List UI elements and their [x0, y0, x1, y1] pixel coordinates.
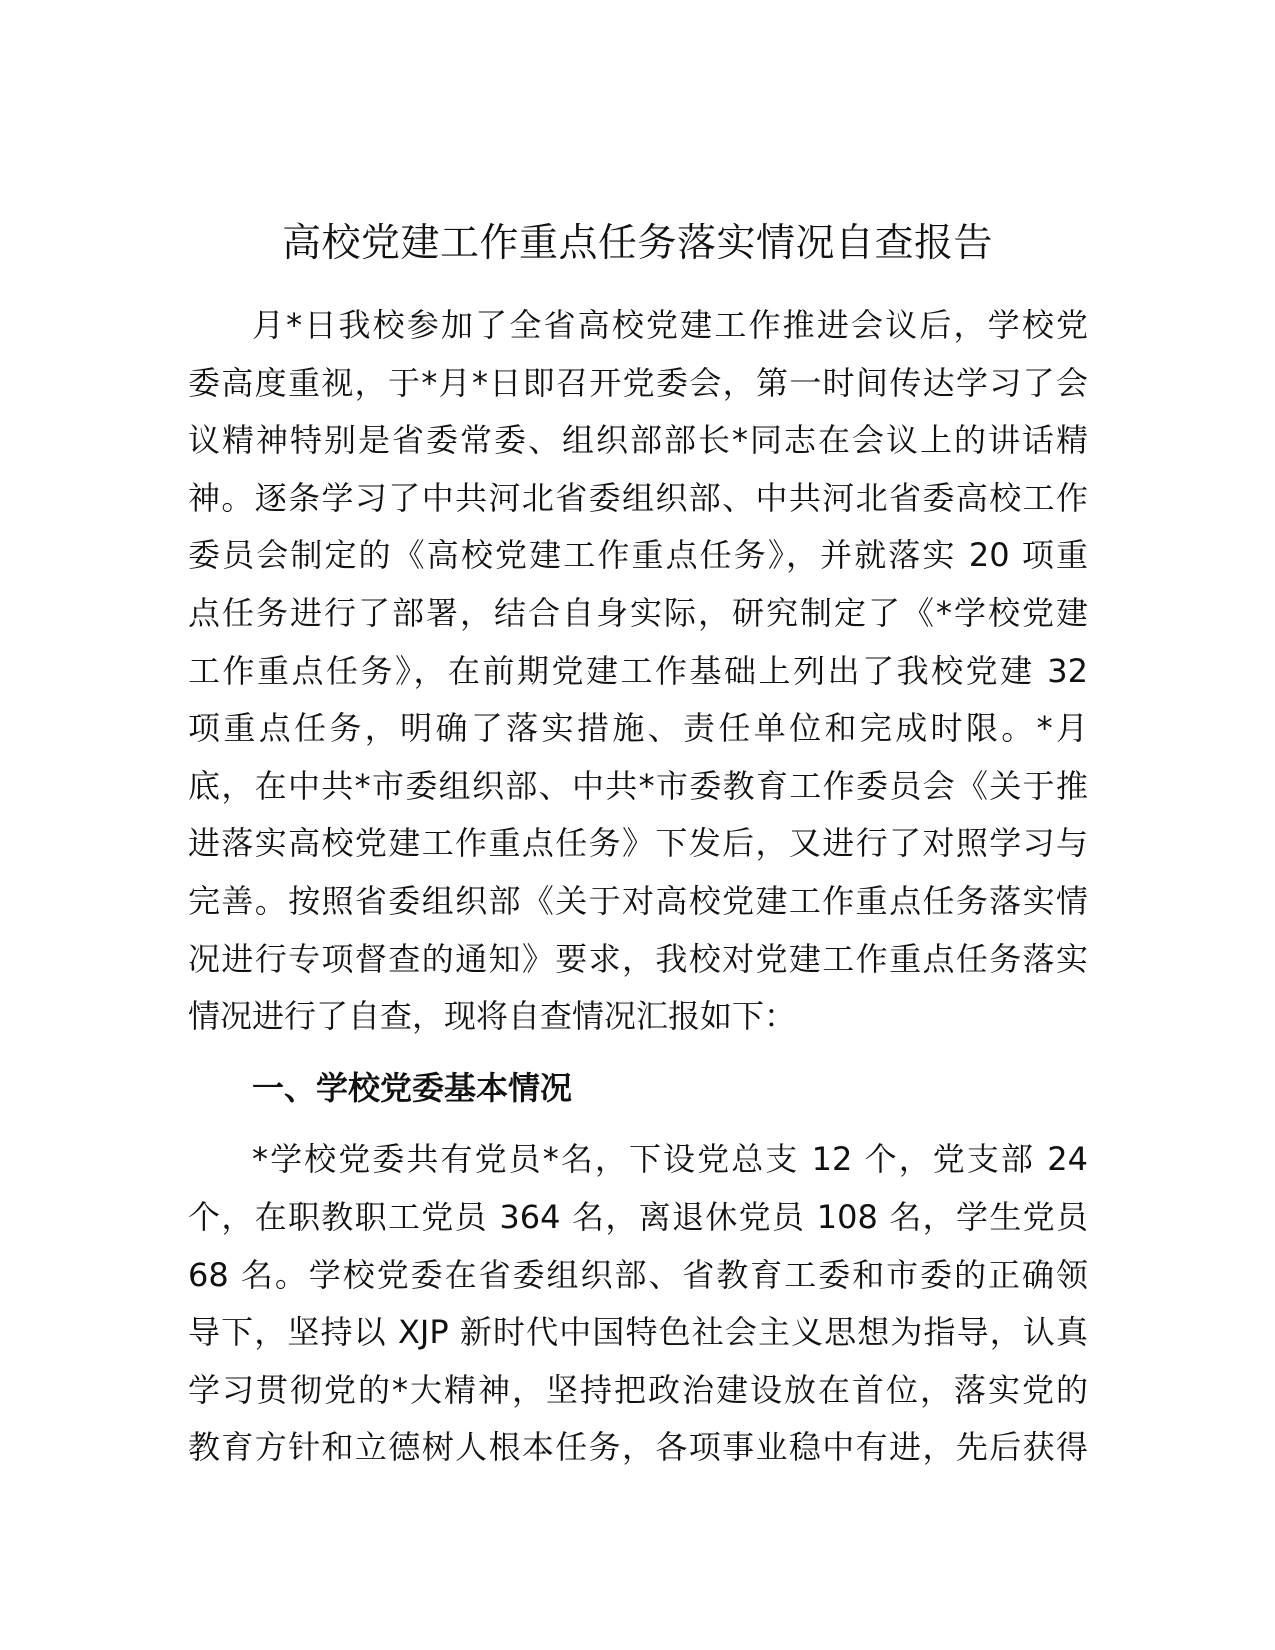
document-title: 高校党建工作重点任务落实情况自查报告 — [281, 221, 993, 266]
paragraph-line: 况进行专项督查的通知》要求，我校对党建工作重点任务落实 — [188, 939, 1088, 978]
paragraph-line: 进落实高校党建工作重点任务》下发后，又进行了对照学习与 — [188, 824, 1088, 863]
paragraph-line: 完善。按照省委组织部《关于对高校党建工作重点任务落实情 — [188, 881, 1088, 920]
paragraph-line: 议精神特别是省委常委、组织部部长*同志在会议上的讲话精 — [188, 421, 1088, 460]
paragraph-line: 情况进行了自查，现将自查情况汇报如下： — [188, 997, 797, 1036]
paragraph-line: 委高度重视，于*月*日即召开党委会，第一时间传达学习了会 — [188, 363, 1088, 402]
paragraph-line: 月*日我校参加了全省高校党建工作推进会议后，学校党 — [252, 306, 1088, 344]
paragraph-line: 工作重点任务》，在前期党建工作基础上列出了我校党建 32 — [188, 651, 1088, 690]
paragraph-line: 项重点任务，明确了落实措施、责任单位和完成时限。*月 — [188, 709, 1088, 748]
paragraph-line: 68 名。学校党委在省委组织部、省教育工委和市委的正确领 — [188, 1255, 1088, 1294]
paragraph-line: 学习贯彻党的*大精神，坚持把政治建设放在首位，落实党的 — [188, 1370, 1088, 1409]
paragraph-line: 底，在中共*市委组织部、中共*市委教育工作委员会《关于推 — [188, 766, 1088, 805]
paragraph-line: 委员会制定的《高校党建工作重点任务》，并就落实 20 项重 — [188, 536, 1088, 575]
paragraph-line: *学校党委共有党员*名，下设党总支 12 个，党支部 24 — [252, 1140, 1088, 1179]
section-heading: 一、学校党委基本情况 — [252, 1068, 573, 1107]
paragraph-line: 神。逐条学习了中共河北省委组织部、中共河北省委高校工作 — [188, 478, 1088, 517]
paragraph-line: 点任务进行了部署，结合自身实际，研究制定了《*学校党建 — [188, 593, 1088, 632]
paragraph-line: 导下，坚持以 XJP 新时代中国特色社会主义思想为指导，认真 — [188, 1313, 1088, 1352]
document-body — [188, 297, 1088, 1477]
paragraph-line: 教育方针和立德树人根本任务，各项事业稳中有进，先后获得 — [188, 1428, 1088, 1467]
paragraph-line: 个，在职教职工党员 364 名，离退休党员 108 名，学生党员 — [188, 1197, 1088, 1236]
